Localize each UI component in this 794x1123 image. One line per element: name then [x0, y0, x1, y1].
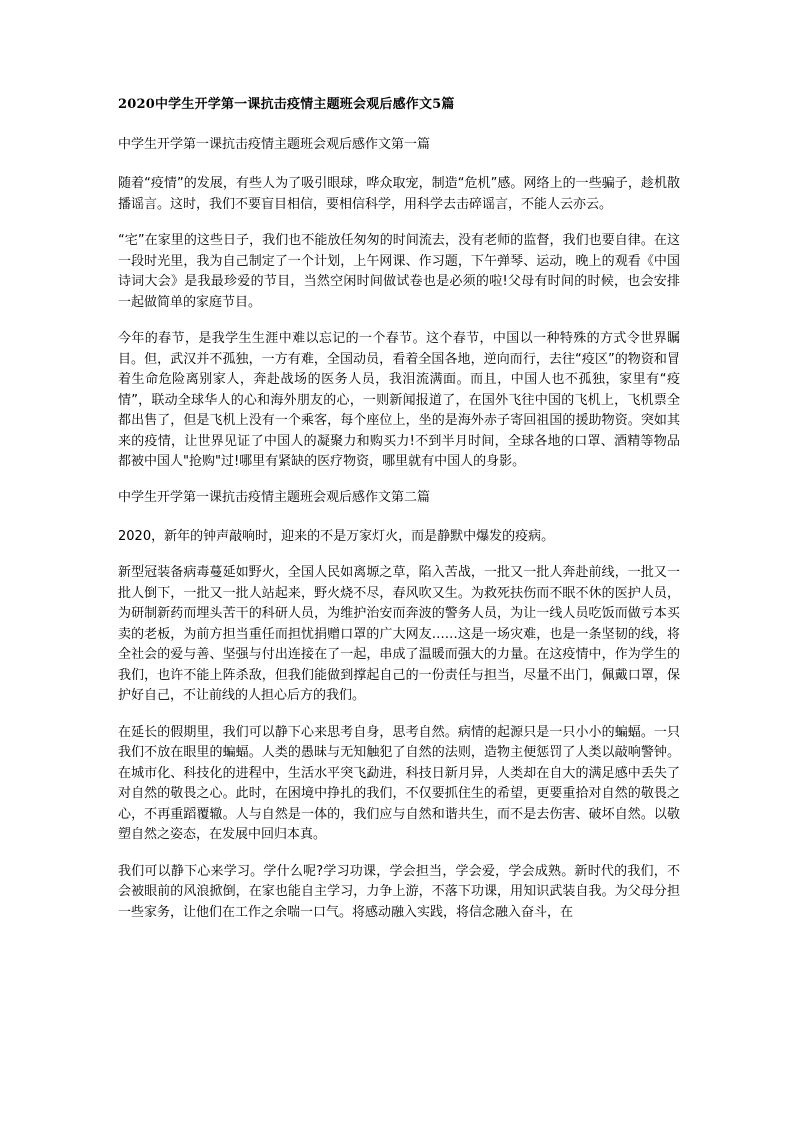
document-title: 2020中学生开学第一课抗击疫情主题班会观后感作文5篇 — [118, 97, 455, 112]
paragraph: 我们可以静下心来学习。学什么呢?学习功课，学会担当，学会爱，学会成熟。新时代的我们，不会被眼前的风浪掀倒，在家也能自主学习，力争上游，不落下功课，用知识武装自我。为父母分担一些家务，让他们在工作之余喘一口气。将感动融入实践，将信念融入奋斗，在 — [118, 863, 680, 920]
section-heading: 中学生开学第一课抗击疫情主题班会观后感作文第一篇 — [118, 137, 431, 152]
document-page — [118, 96, 680, 939]
paragraph: “宅”在家里的这些日子，我们也不能放任匆匆的时间流去，没有老师的监督，我们也要自律。在这一段时光里，我为自己制定了一个计划，上午网课、作习题，下午弹琴、运动，晚上的观看《中国诗词大会》是我最珍爱的节目，当然空闲时间做试卷也是必须的啦!父母有时间的时候，也会安排一起做简单的家庭节目。 — [118, 233, 680, 310]
paragraph: 随着“疫情”的发展，有些人为了吸引眼球，哗众取宠，制造“危机”感。网络上的一些骗子，趁机散播谣言。这时，我们不要盲目相信，要相信科学，用科学去击碎谣言，不能人云亦云。 — [118, 176, 680, 212]
paragraph: 新型冠装备病毒蔓延如野火，全国人民如离塬之草，陷入苦战，一批又一批人奔赴前线，一批又一批人倒下，一批又一批人站起来，野火烧不尽，春风吹又生。为救死扶伤而不眠不休的医护人员，为研制新药而埋头苦干的科研人员，为维护治安而奔波的警务人员，为让一线人员吃饭而做亏本买卖的老板，为前方担当重任而担忧捐赠口罩的广大网友……这是一场灾难，也是一条坚韧的线，将全社会的爱与善、坚强与付出连接在了一起，串成了温暖而强大的力量。在这疫情中，作为学生的我们，也许不能上阵杀敌，但我们能做到撑起自己的一份责任与担当，尽量不出门，佩戴口罩，保护好自己，不让前线的人担心后方的我们。 — [118, 565, 680, 703]
paragraph: 今年的春节，是我学生生涯中难以忘记的一个春节。这个春节，中国以一种特殊的方式令世界瞩目。但，武汉并不孤独，一方有难，全国动员，看着全国各地，逆向而行，去往“疫区”的物资和冒着生命危险离别家人，奔赴战场的医务人员，我泪流满面。而且，中国人也不孤独，家里有“疫情”，联动全球华人的心和海外朋友的心，一则新闻报道了，在国外飞往中国的飞机上，飞机票全都出售了，但是飞机上没有一个乘客，每个座位上，坐的是海外赤子寄回祖国的援助物资。突如其来的疫情，让世界见证了中国人的凝聚力和购买力!不到半月时间，全球各地的口罩、酒精等物品都被中国人"抢购"过!哪里有紧缺的医疗物资，哪里就有中国人的身影。 — [118, 331, 680, 469]
section-2 — [118, 489, 680, 924]
paragraph: 2020，新年的钟声敲响时，迎来的不是万家灯火，而是静默中爆发的疫病。 — [118, 528, 555, 544]
section-heading: 中学生开学第一课抗击疫情主题班会观后感作文第二篇 — [118, 489, 431, 505]
section-1 — [118, 136, 680, 473]
paragraph: 在延长的假期里，我们可以静下心来思考自身，思考自然。病情的起源只是一只小小的蝙蝠。一只我们不放在眼里的蝙蝠。人类的愚昧与无知触犯了自然的法则，造物主便惩罚了人类以敲响警钟。在城市化、科技化的进程中，生活水平突飞勐进，科技日新月异，人类却在自大的满足感中丢失了对自然的敬畏之心。此时，在困境中挣扎的我们，不仅要抓住生的希望，更要重拾对自然的敬畏之心，不再重蹈覆辙。人与自然是一体的，我们应与自然和谐共生，而不是去伤害、破坏自然。以敬塑自然之姿态，在发展中回归本真。 — [118, 724, 680, 842]
